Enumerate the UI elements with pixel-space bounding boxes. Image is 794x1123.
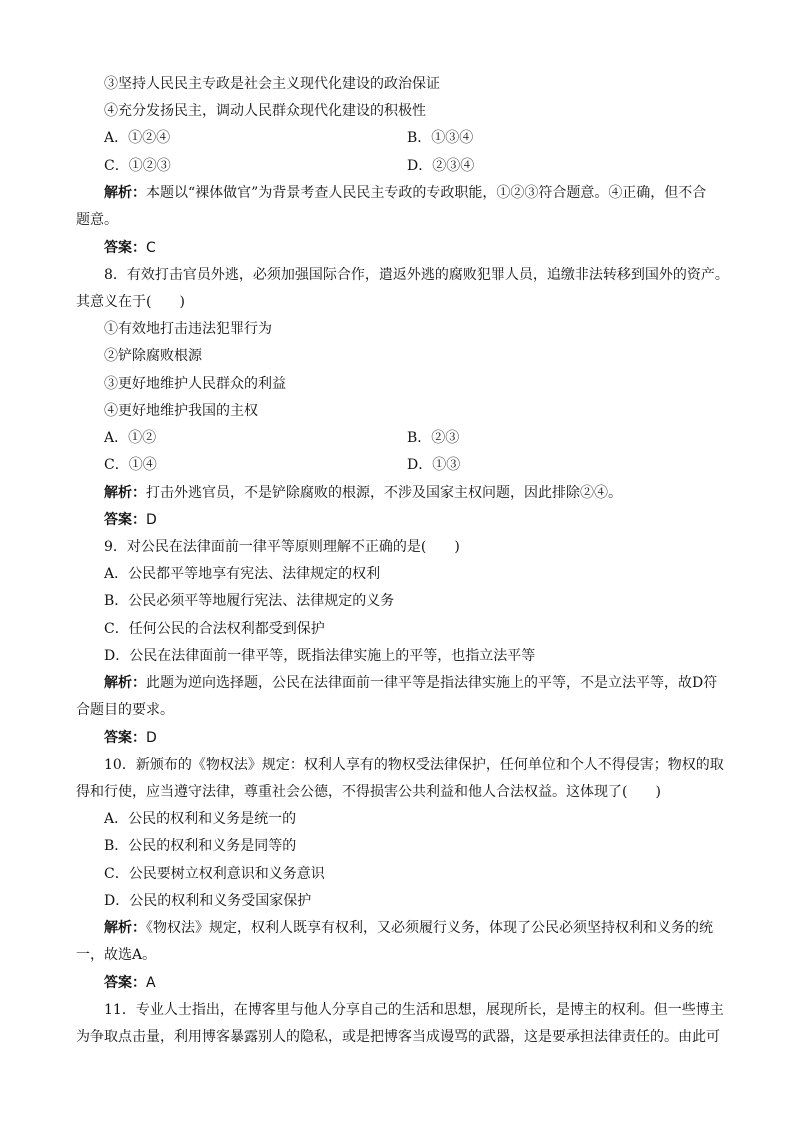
q7-choice-d: D．②③④ xyxy=(407,158,475,174)
analysis-label: 解析： xyxy=(104,920,146,936)
answer-value: D xyxy=(146,512,157,528)
q9-answer xyxy=(104,728,724,748)
answer-value: A xyxy=(146,975,156,991)
q10-option-a: A．公民的权利和义务是统一的 xyxy=(104,811,297,827)
q8-analysis xyxy=(104,483,724,503)
q8-choice-a: A．①② xyxy=(104,430,157,446)
q9-analysis-cont: 合题目的要求。 xyxy=(76,702,174,718)
q7-analysis-cont: 题意。 xyxy=(76,212,118,228)
answer-value: C xyxy=(146,240,156,256)
q8-choice-row-1 xyxy=(104,428,724,448)
answer-label: 答案： xyxy=(104,975,146,991)
analysis-text: 本题以“裸体做官”为背景考查人民民主专政的专政职能，①②③符合题意。④正确，但不合 xyxy=(146,185,707,201)
q9-option-a: A．公民都平等地享有宪法、法律规定的权利 xyxy=(104,566,381,582)
answer-value: D xyxy=(146,730,157,746)
q7-choice-a: A．①②④ xyxy=(104,130,171,146)
q7-choice-row-1 xyxy=(104,128,724,148)
q11-stem: 11．专业人士指出，在博客里与他人分享自己的生活和思想，展现所长，是博主的权利。但一些博主 xyxy=(104,1002,724,1018)
q7-choice-c: C．①②③ xyxy=(104,158,171,174)
q9-option-b: B．公民必须平等地履行宪法、法律规定的义务 xyxy=(104,593,395,609)
q8-choice-row-2 xyxy=(104,455,724,475)
analysis-text: 此题为逆向选择题，公民在法律面前一律平等是指法律实施上的平等，不是立法平等，故D符 xyxy=(146,675,718,691)
q10-analysis xyxy=(104,918,724,938)
q10-option-d: D．公民的权利和义务受国家保护 xyxy=(104,893,312,909)
analysis-text: 打击外逃官员，不是铲除腐败的根源，不涉及国家主权问题，因此排除②④。 xyxy=(146,485,622,501)
q7-choice-row-2 xyxy=(104,156,724,176)
q8-choice-b: B．②③ xyxy=(407,430,460,446)
answer-label: 答案： xyxy=(104,730,146,746)
q7-option-4: ④充分发扬民主，调动人民群众现代化建设的积极性 xyxy=(104,103,426,119)
analysis-label: 解析： xyxy=(104,485,146,501)
analysis-text: 《物权法》规定，权利人既享有权利，又必须履行义务，体现了公民必须坚持权利和义务的统 xyxy=(146,920,713,936)
q7-analysis xyxy=(104,183,724,203)
q8-answer xyxy=(104,510,724,530)
q10-answer xyxy=(104,973,724,993)
q8-option-4: ④更好地维护我国的主权 xyxy=(104,403,258,419)
q10-stem-cont: 得和行使，应当遵守法律，尊重社会公德，不得损害公共利益和他人合法权益。这体现了( ) xyxy=(76,784,661,800)
q10-option-b: B．公民的权利和义务是同等的 xyxy=(104,838,297,854)
answer-label: 答案： xyxy=(104,512,146,528)
q8-choice-c: C．①④ xyxy=(104,457,157,473)
q8-option-2: ②铲除腐败根源 xyxy=(104,348,202,364)
q9-analysis xyxy=(104,673,724,693)
q9-option-c: C．任何公民的合法权利都受到保护 xyxy=(104,621,325,637)
answer-label: 答案： xyxy=(104,240,146,256)
q8-choice-d: D．①③ xyxy=(407,457,461,473)
q10-option-c: C．公民要树立权利意识和义务意识 xyxy=(104,866,325,882)
q8-stem: 8．有效打击官员外逃，必须加强国际合作，遣返外逃的腐败犯罪人员，追缴非法转移到国外的资产。 xyxy=(104,267,729,283)
q10-analysis-cont: 一，故选A。 xyxy=(76,947,157,963)
q8-option-3: ③更好地维护人民群众的利益 xyxy=(104,376,286,392)
q8-stem-cont: 其意义在于( ) xyxy=(76,294,185,310)
q7-answer xyxy=(104,238,724,258)
q9-option-d: D．公民在法律面前一律平等，既指法律实施上的平等，也指立法平等 xyxy=(104,648,536,664)
analysis-label: 解析： xyxy=(104,185,146,201)
q7-choice-b: B．①③④ xyxy=(407,130,474,146)
q7-option-3: ③坚持人民民主专政是社会主义现代化建设的政治保证 xyxy=(104,76,440,92)
analysis-label: 解析： xyxy=(104,675,146,691)
q9-stem: 9．对公民在法律面前一律平等原则理解不正确的是( ) xyxy=(104,539,460,555)
q11-stem-cont: 为争取点击量，利用博客暴露别人的隐私，或是把博客当成谩骂的武器，这是要承担法律责任的。由此可 xyxy=(76,1029,720,1045)
q8-option-1: ①有效地打击违法犯罪行为 xyxy=(104,321,272,337)
q10-stem: 10．新颁布的《物权法》规定：权利人享有的物权受法律保护，任何单位和个人不得侵害；物权的取 xyxy=(104,757,724,773)
